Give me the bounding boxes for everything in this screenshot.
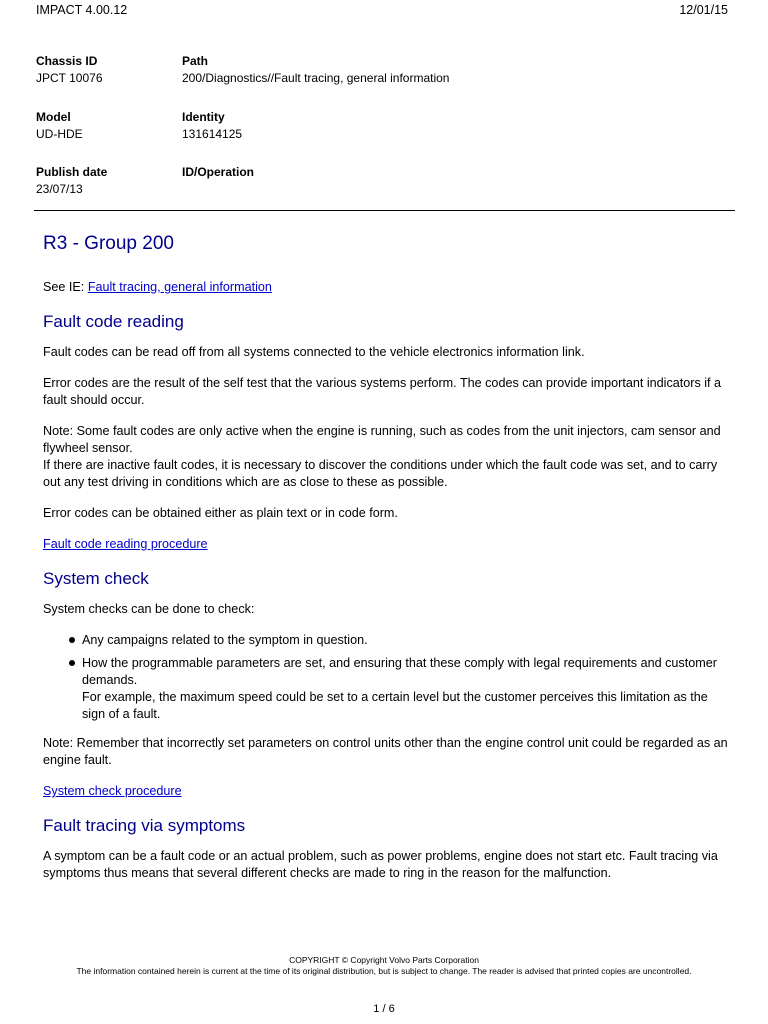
id-operation-label: ID/Operation (182, 165, 255, 179)
document-body (43, 230, 733, 896)
fault-code-reading-procedure-link[interactable]: Fault code reading procedure (43, 537, 208, 551)
list-item-text: How the programmable parameters are set, and ensuring that these comply with legal requirements and customer demands. (82, 656, 717, 687)
header-divider (34, 210, 735, 211)
identity-field (182, 110, 242, 142)
path-label: Path (182, 54, 209, 68)
paragraph: Error codes can be obtained either as plain text or in code form. (43, 506, 398, 520)
id-operation-field (182, 165, 254, 179)
model-field (36, 110, 83, 142)
see-also-line (43, 279, 733, 296)
section-heading-system-check: System check (43, 569, 149, 588)
system-check-procedure-link[interactable]: System check procedure (43, 784, 182, 798)
page-header (36, 3, 732, 19)
page-number: 1 / 6 (373, 1003, 395, 1015)
list-item-text-continued: For example, the maximum speed could be set to a certain level but the customer perceives this limitation as the sign of a fault. (82, 690, 708, 721)
bullet-list (43, 632, 733, 723)
publish-date-value: 23/07/13 (36, 182, 83, 196)
print-date: 12/01/15 (679, 3, 728, 17)
fault-tracing-info-link[interactable]: Fault tracing, general information (87, 280, 272, 294)
see-also-prefix: See IE: (43, 280, 88, 294)
page-title: R3 - Group 200 (43, 233, 174, 254)
path-value: 200/Diagnostics//Fault tracing, general information (182, 71, 450, 85)
model-label: Model (36, 110, 71, 124)
publish-date-label: Publish date (36, 165, 108, 179)
note-paragraph: Note: Remember that incorrectly set parameters on control units other than the engine control unit could be regarded as an engine fault. (43, 736, 728, 767)
copyright-text: COPYRIGHT © Copyright Volvo Parts Corporation (289, 955, 479, 965)
bullet-icon (69, 637, 75, 643)
path-field (182, 54, 449, 86)
note-text: Note: Some fault codes are only active when the engine is running, such as codes from the unit injectors, cam sensor and flywheel sensor. (43, 424, 721, 455)
chassis-id-value: JPCT 10076 (36, 71, 103, 85)
disclaimer-text: The information contained herein is current at the time of its original distribution, but is subject to change. The reader is advised that printed copies are uncontrolled. (76, 966, 692, 976)
model-value: UD-HDE (36, 127, 83, 141)
chassis-id-label: Chassis ID (36, 54, 98, 68)
paragraph: A symptom can be a fault code or an actual problem, such as power problems, engine does not start etc. Fault tracing via symptoms thus means that several different checks are made to ring in the reason for the malfunction. (43, 849, 718, 880)
identity-label: Identity (182, 110, 225, 124)
list-item (82, 655, 733, 723)
note-text-continued: If there are inactive fault codes, it is necessary to discover the conditions under which the fault code was set, and to carry out any test driving in conditions which are as close to these as possible. (43, 458, 718, 489)
paragraph: Error codes are the result of the self test that the various systems perform. The codes can provide important indicators if a fault should occur. (43, 376, 722, 407)
paragraph: System checks can be done to check: (43, 602, 255, 616)
link-paragraph (43, 783, 733, 800)
list-item-text: Any campaigns related to the symptom in question. (82, 633, 368, 647)
note-paragraph (43, 423, 733, 491)
page-footer (0, 955, 768, 977)
app-version: IMPACT 4.00.12 (36, 3, 128, 17)
bullet-icon (69, 660, 75, 666)
list-item (82, 632, 733, 649)
chassis-id-field (36, 54, 103, 86)
paragraph: Fault codes can be read off from all systems connected to the vehicle electronics information link. (43, 345, 585, 359)
section-heading-fault-code-reading: Fault code reading (43, 312, 184, 331)
section-heading-fault-tracing-via-symptoms: Fault tracing via symptoms (43, 816, 246, 835)
identity-value: 131614125 (182, 127, 243, 141)
link-paragraph (43, 536, 733, 553)
publish-date-field (36, 165, 107, 197)
